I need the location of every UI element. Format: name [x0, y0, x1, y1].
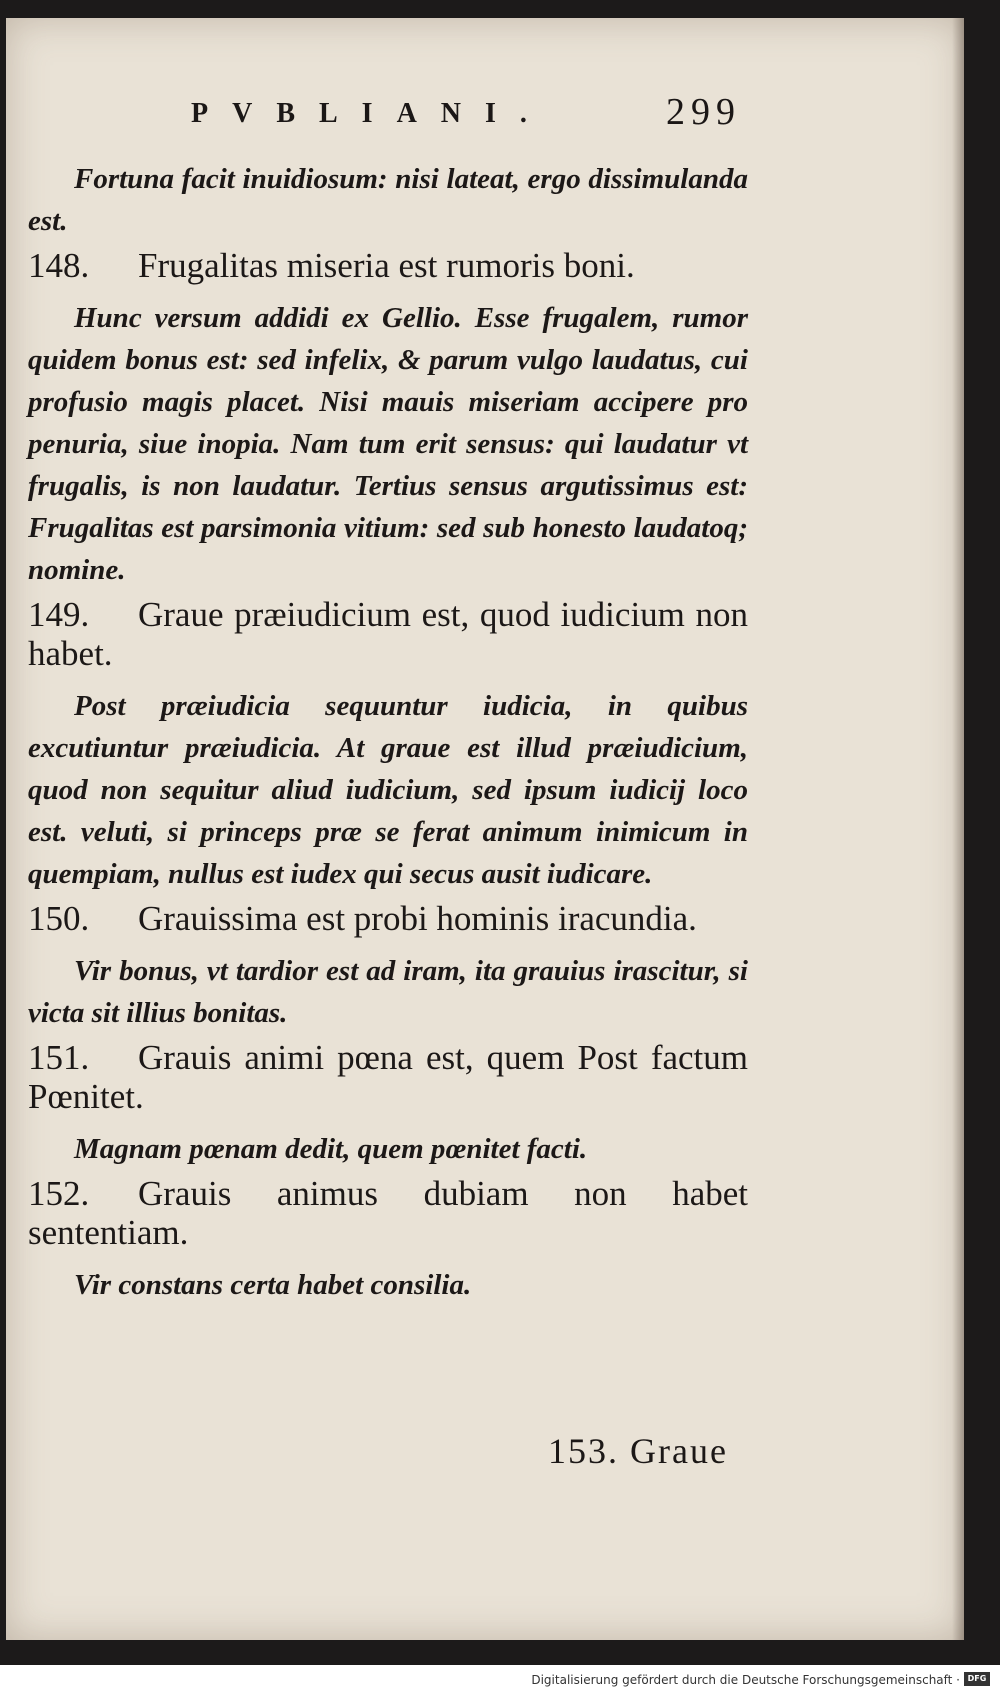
sentence-entry-150 [28, 899, 748, 938]
book-page [6, 18, 964, 1640]
entry-number: 150. [28, 899, 90, 938]
sentence-entry-151 [28, 1038, 748, 1116]
sentence-entry-152 [28, 1174, 748, 1252]
entry-number: 149. [28, 595, 90, 634]
entry-sentence: Graue præiudicium est, quod iudicium non habet. [28, 595, 748, 673]
funding-credit: Digitalisierung gefördert durch die Deutsche Forschungsgemeinschaft · [531, 1673, 960, 1687]
entry-commentary: Post præiudicia sequuntur iudicia, in quibus excutiuntur præiudicia. At graue est illud præiudicium, quod non sequitur aliud iudicium, sed ipsum iudicij loco est. veluti, si princeps præ se ferat animum inimicum in quempiam, nullus est iudex qui secus ausit iudicare. [28, 690, 748, 890]
entry-sentence: Grauissima est probi hominis iracundia. [138, 899, 697, 938]
running-head [191, 90, 741, 140]
opening-commentary: Fortuna facit inuidiosum: nisi lateat, ergo dissimulanda est. [28, 163, 748, 237]
entry-commentary: Vir constans certa habet consilia. [74, 1269, 472, 1301]
catchword: 153. Graue [548, 1431, 728, 1471]
entry-sentence: Grauis animus dubiam non habet sententiam. [28, 1174, 748, 1252]
body-text [28, 158, 748, 1306]
entry-number: 148. [28, 246, 90, 285]
sentence-entry-149 [28, 595, 748, 673]
page-number: 299 [666, 91, 741, 133]
digitization-credit-bar [0, 1665, 1000, 1691]
entry-commentary: Vir bonus, vt tardior est ad iram, ita grauius irascitur, si victa sit illius bonitas. [28, 955, 748, 1029]
entry-sentence: Grauis animi pœna est, quem Post factum Pœnitet. [28, 1038, 748, 1116]
running-title: PVBLIANI. [191, 98, 551, 129]
entry-sentence: Frugalitas miseria est rumoris boni. [138, 246, 635, 285]
entry-commentary: Magnam pœnam dedit, quem pœnitet facti. [74, 1133, 588, 1165]
entry-number: 152. [28, 1174, 90, 1213]
sentence-entry-148 [28, 246, 748, 285]
entry-commentary: Hunc versum addidi ex Gellio. Esse frugalem, rumor quidem bonus est: sed infelix, & parum vulgo laudatus, cui profusio magis placet. Nisi mauis miseriam accipere pro penuria, siue inopia. Nam tum erit sensus: qui laudatur vt frugalis, is non laudatur. Tertius sensus argutissimus est: Frugalitas est parsimonia vitium: sed sub honesto laudatoq; nomine. [28, 302, 748, 586]
dfg-logo: DFG [964, 1672, 990, 1686]
entry-number: 151. [28, 1038, 90, 1077]
